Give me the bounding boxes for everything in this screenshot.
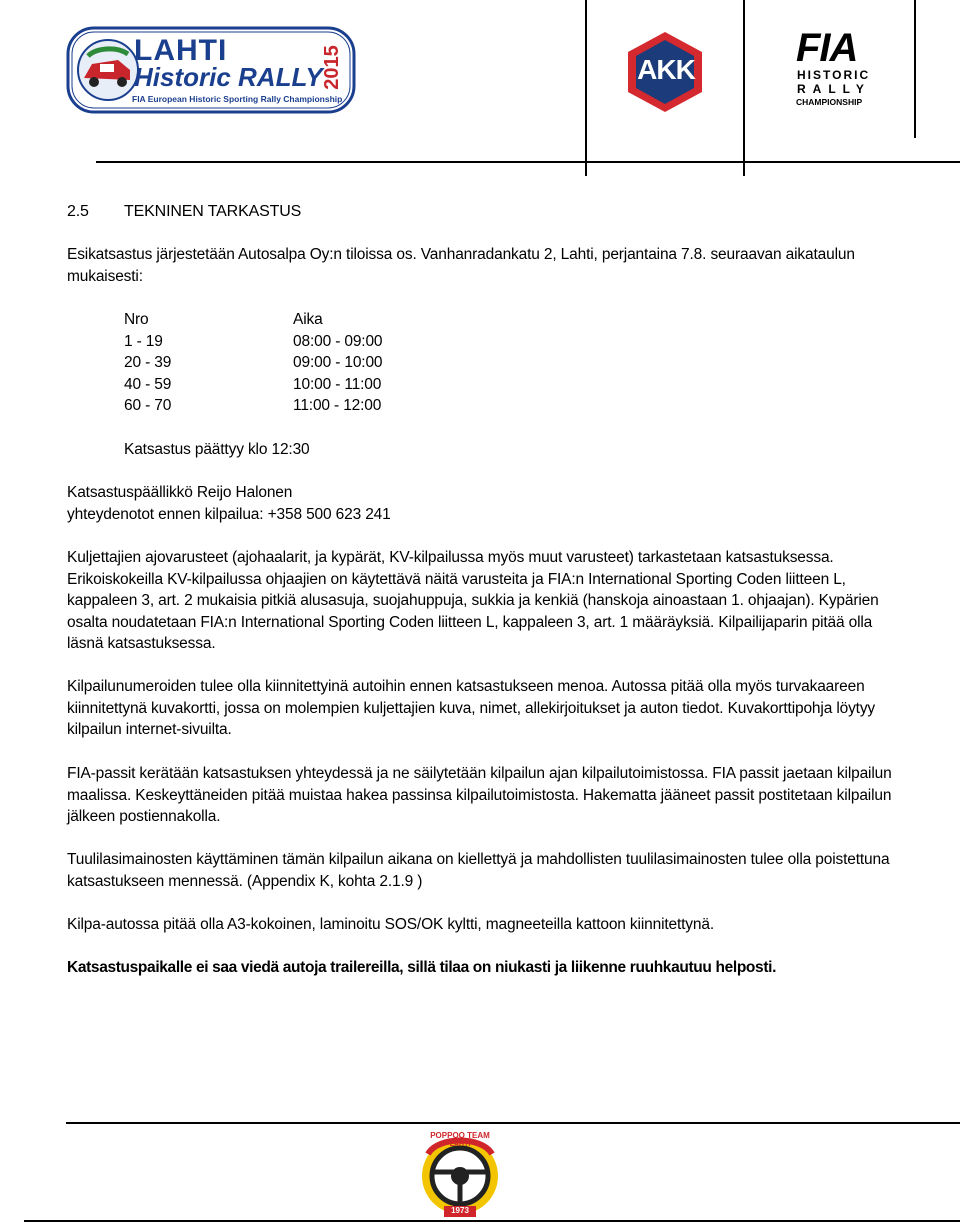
schedule-cell-nro: 1 - 19 (124, 333, 163, 350)
intro-paragraph: Esikatsastus järjestetään Autosalpa Oy:n tiloissa os. Vanhanradankatu 2, Lahti, perjantaina 7.8. seuraavan aikataulun mukaisesti: (67, 246, 855, 285)
body-paragraph: Kuljettajien ajovarusteet (ajohaalarit, ja kypärät, KV-kilpailussa myös muut varusteet) tarkastetaan katsastuksessa. Erikoiskokeilla KV-kilpailussa ohjaajien on käytettävä näitä varusteita ja FIA:n International Sporting Coden liitteen L, kappaleen 3, art. 2 mukaisia pitkiä alusasuja, suojahuppuja, sukkia ja kenkiä (hanskoja ainoastaan 1. ohjaajan). Kypärien osalta noudatetaan FIA:n International Sporting Coden liitteen L, kappaleen 3, art. 1 määräyksiä. Kilpailijaparin pitää olla läsnä katsastuksessa. (67, 549, 879, 653)
contact-phone: yhteydenotot ennen kilpailua: +358 500 623 241 (67, 506, 391, 523)
header-divider (743, 0, 745, 176)
footer-divider (66, 1122, 960, 1124)
header-divider (914, 0, 916, 138)
akk-logo-text: AKK (637, 54, 695, 85)
header-divider (585, 0, 587, 176)
fia-logo-championship: CHAMPIONSHIP (796, 97, 863, 107)
body-paragraph: FIA-passit kerätään katsastuksen yhteydessä ja ne säilytetään kilpailun ajan kilpailutoimistossa. FIA passit jaetaan kilpailun maalissa. Keskeyttäneiden pitää muistaa hakea passinsa kilpailutoimistosta. Hakematta jääneet passit postitetaan kilpailun jälkeen postiennakolla. (67, 765, 892, 826)
lahti-logo-title: LAHTI (134, 34, 228, 67)
poppoo-logo-sub-text: LAHTI (449, 1141, 471, 1148)
schedule-header-nro: Nro (124, 311, 149, 328)
schedule-cell-time: 08:00 - 09:00 (293, 333, 383, 350)
fia-logo-historic: HISTORIC (797, 68, 871, 82)
body-paragraph: Kilpa-autossa pitää olla A3-kokoinen, laminoitu SOS/OK kyltti, magneeteilla kattoon kiinnitettynä. (67, 916, 714, 933)
schedule-cell-time: 09:00 - 10:00 (293, 354, 383, 371)
lahti-logo-subtitle: FIA European Historic Sporting Rally Championship (132, 94, 343, 104)
fia-logo-mark: FIA (796, 26, 858, 70)
schedule-cell-time: 11:00 - 12:00 (293, 397, 382, 414)
schedule-cell-nro: 20 - 39 (124, 354, 172, 371)
section-number: 2.5 (67, 203, 89, 220)
schedule-cell-nro: 40 - 59 (124, 376, 172, 393)
schedule-end-note: Katsastus päättyy klo 12:30 (124, 441, 310, 458)
bold-notice: Katsastuspaikalle ei saa viedä autoja trailereilla, sillä tilaa on niukasti ja liikenne ruuhkautuu helposti. (67, 959, 777, 976)
body-paragraph: Tuulilasimainosten käyttäminen tämän kilpailun aikana on kiellettyä ja mahdollisten tuulilasimainosten tulee olla poistettuna katsastukseen mennessä. (Appendix K, kohta 2.1.9 ) (67, 851, 890, 890)
body-paragraph: Kilpailunumeroiden tulee olla kiinnitettyinä autoihin ennen katsastukseen menoa. Autossa pitää olla myös turvakaareen kiinnitettynä kuvakortti, jossa on molempien kuljettajien kuva, nimet, allekirjoitukset ja auton tiedot. Kuvakorttipohja löytyy kilpailun internet-sivuilta. (67, 678, 876, 739)
contact-name: Katsastuspäällikkö Reijo Halonen (67, 484, 293, 501)
poppoo-logo-year: 1973 (451, 1206, 469, 1215)
poppoo-logo-top-text: POPPOO TEAM (430, 1131, 490, 1140)
header-divider (96, 161, 960, 163)
lahti-logo-year: 2015 (320, 45, 343, 90)
section-title: TEKNINEN TARKASTUS (124, 203, 302, 220)
fia-logo-rally: RALLY (797, 82, 871, 96)
lahti-logo-rally: Historic RALLY (134, 62, 323, 92)
schedule-header-aika: Aika (293, 311, 323, 328)
schedule-cell-nro: 60 - 70 (124, 397, 172, 414)
schedule-cell-time: 10:00 - 11:00 (293, 376, 382, 393)
footer-bottom-divider (24, 1220, 960, 1222)
